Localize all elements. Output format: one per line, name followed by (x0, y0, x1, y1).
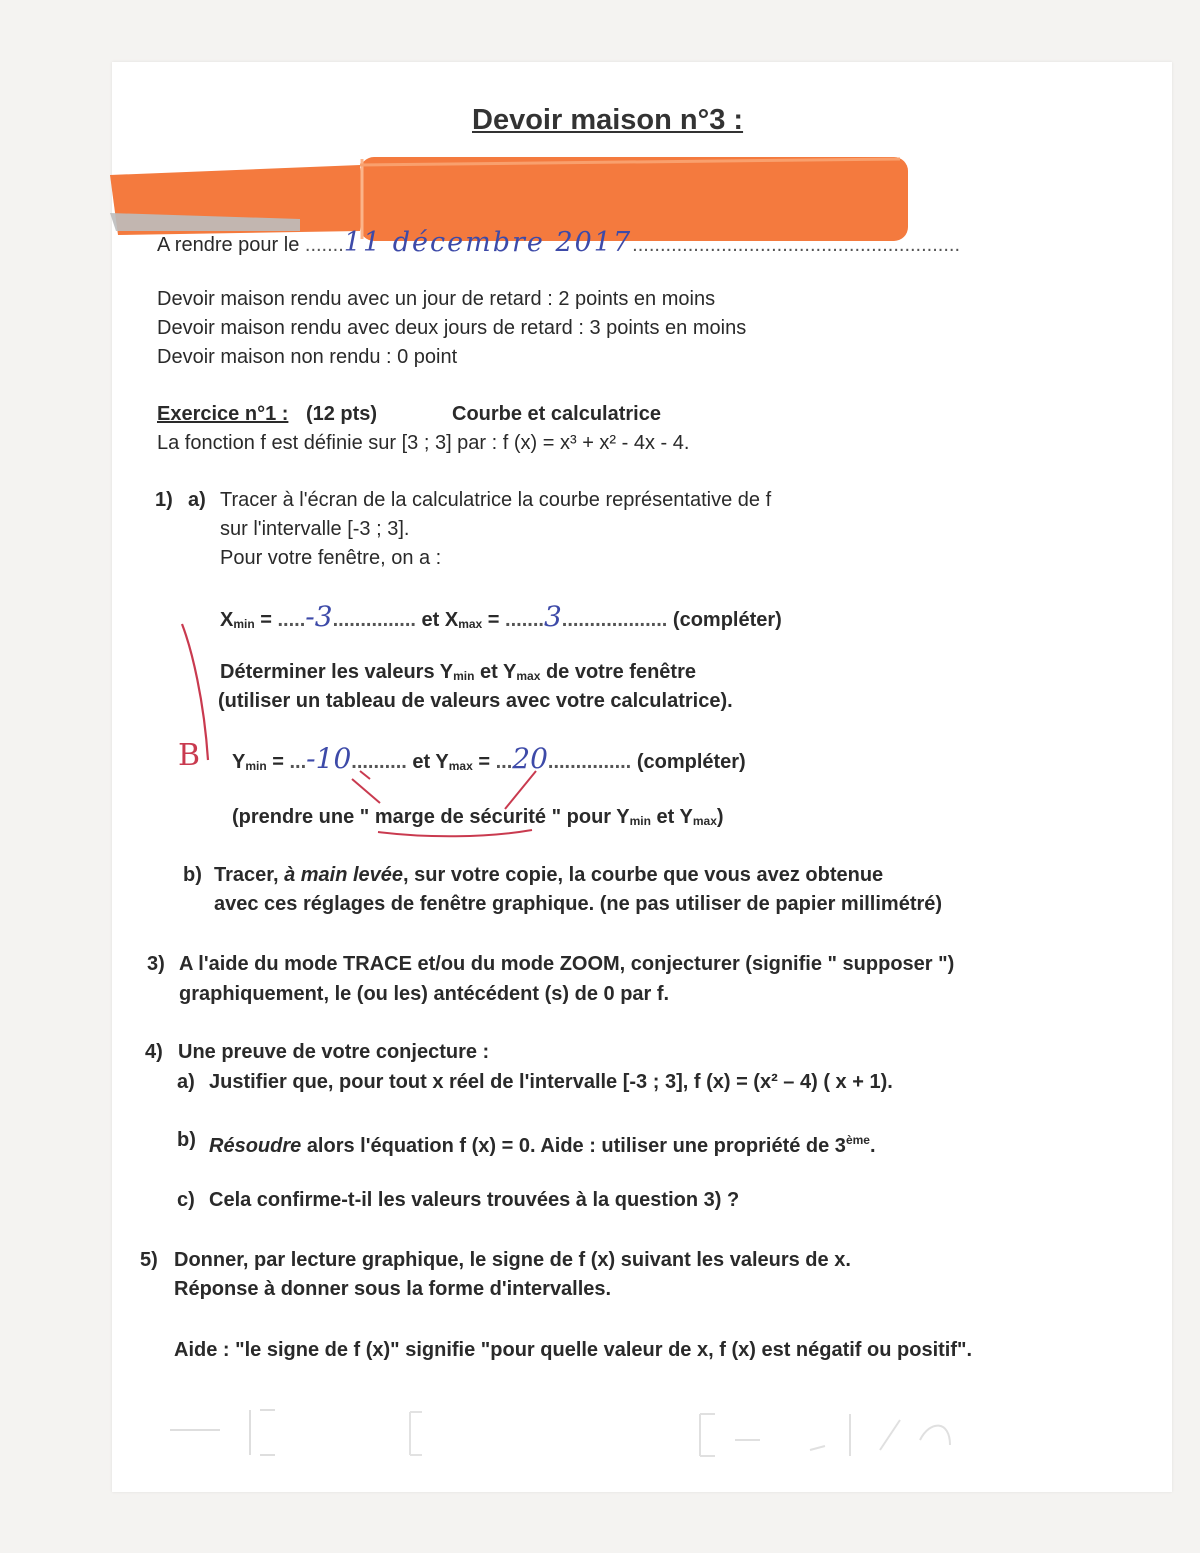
exercise-points: (12 pts) (305, 403, 378, 425)
ymin-handwritten: -10 (306, 742, 352, 775)
q5-line1: Donner, par lecture graphique, le signe de f (x) suivant les valeurs de x. (174, 1249, 851, 1271)
due-date-label: A rendre pour le (157, 234, 300, 256)
safety-margin-phrase: marge de sécurité (374, 806, 547, 828)
determine-line2: (utiliser un tableau de valeurs avec votre calculatrice). (218, 690, 733, 712)
show-through-marks (160, 1400, 960, 1470)
q5-hint: Aide : "le signe de f (x)" signifie "pour quelle valeur de x, f (x) est négatif ou positif". (174, 1339, 973, 1361)
q1a-line2: sur l'intervalle [-3 ; 3]. (220, 518, 410, 540)
q4-number: 4) (145, 1041, 163, 1063)
safety-margin-line: (prendre une " marge de sécurité " pour Ymin et Ymax) (232, 806, 724, 828)
ymax-handwritten: 20 (512, 742, 548, 775)
q1b-letter: b) (183, 864, 202, 886)
penalty-3: Devoir maison non rendu : 0 point (157, 346, 458, 368)
exercise-label: Exercice n°1 : (157, 403, 289, 425)
q3-line1: A l'aide du mode TRACE et/ou du mode ZOOM, conjecturer (signifie " supposer ") (179, 953, 955, 975)
q4a-letter: a) (177, 1071, 195, 1093)
q4a-text: Justifier que, pour tout x réel de l'intervalle [-3 ; 3], f (x) = (x² – 4) ( x + 1). (209, 1071, 893, 1093)
due-date-handwritten: 11 décembre 2017 (343, 227, 633, 258)
determine-line1: Déterminer les valeurs Ymin et Ymax de votre fenêtre (220, 661, 696, 683)
q3-number: 3) (147, 953, 165, 975)
q4-title: Une preuve de votre conjecture : (178, 1041, 490, 1063)
xmin-xmax-line: Xmin = .....-3............... et Xmax = .......3................... (compléter) (220, 600, 782, 633)
q3-line2: graphiquement, le (ou les) antécédent (s) de 0 par f. (179, 983, 670, 1005)
q4c-letter: c) (177, 1189, 195, 1211)
exercise-subject: Courbe et calculatrice (452, 403, 661, 425)
q4c-text: Cela confirme-t-il les valeurs trouvées à la question 3) ? (209, 1189, 740, 1211)
q4b-text: Résoudre alors l'équation f (x) = 0. Aide : utiliser une propriété de 3ème. (209, 1133, 876, 1157)
xmax-handwritten: 3 (543, 600, 562, 633)
q1b-line1: Tracer, à main levée, sur votre copie, la courbe que vous avez obtenue (214, 864, 884, 886)
page-title: Devoir maison n°3 : (472, 104, 744, 136)
penalty-1: Devoir maison rendu avec un jour de retard : 2 points en moins (157, 288, 716, 310)
q1a-line3: Pour votre fenêtre, on a : (220, 547, 442, 569)
q4b-letter: b) (177, 1129, 196, 1151)
grade-mark: B (178, 738, 201, 773)
red-underline (376, 826, 536, 840)
q1a-line1: Tracer à l'écran de la calculatrice la courbe représentative de f (220, 489, 772, 511)
xmin-handwritten: -3 (305, 600, 333, 633)
q5-line2: Réponse à donner sous la forme d'intervalles. (174, 1278, 612, 1300)
due-date-line: A rendre pour le .......11 décembre 2017........................................................... (157, 227, 961, 258)
ymin-ymax-line: Ymin = ...-10.......... et Ymax = ...20............... (compléter) (232, 742, 746, 775)
function-definition: La fonction f est définie sur [3 ; 3] par : f (x) = x³ + x² - 4x - 4. (157, 432, 690, 454)
q1-number: 1) (155, 489, 173, 511)
q1b-line2: avec ces réglages de fenêtre graphique. (ne pas utiliser de papier millimétré) (214, 893, 943, 915)
ymin-ymax-completer: (compléter) (636, 751, 746, 773)
q5-number: 5) (140, 1249, 158, 1271)
xmin-xmax-completer: (compléter) (672, 609, 782, 631)
q1a-letter: a) (188, 489, 206, 511)
penalty-2: Devoir maison rendu avec deux jours de retard : 3 points en moins (157, 317, 747, 339)
exercise-header (157, 400, 377, 428)
